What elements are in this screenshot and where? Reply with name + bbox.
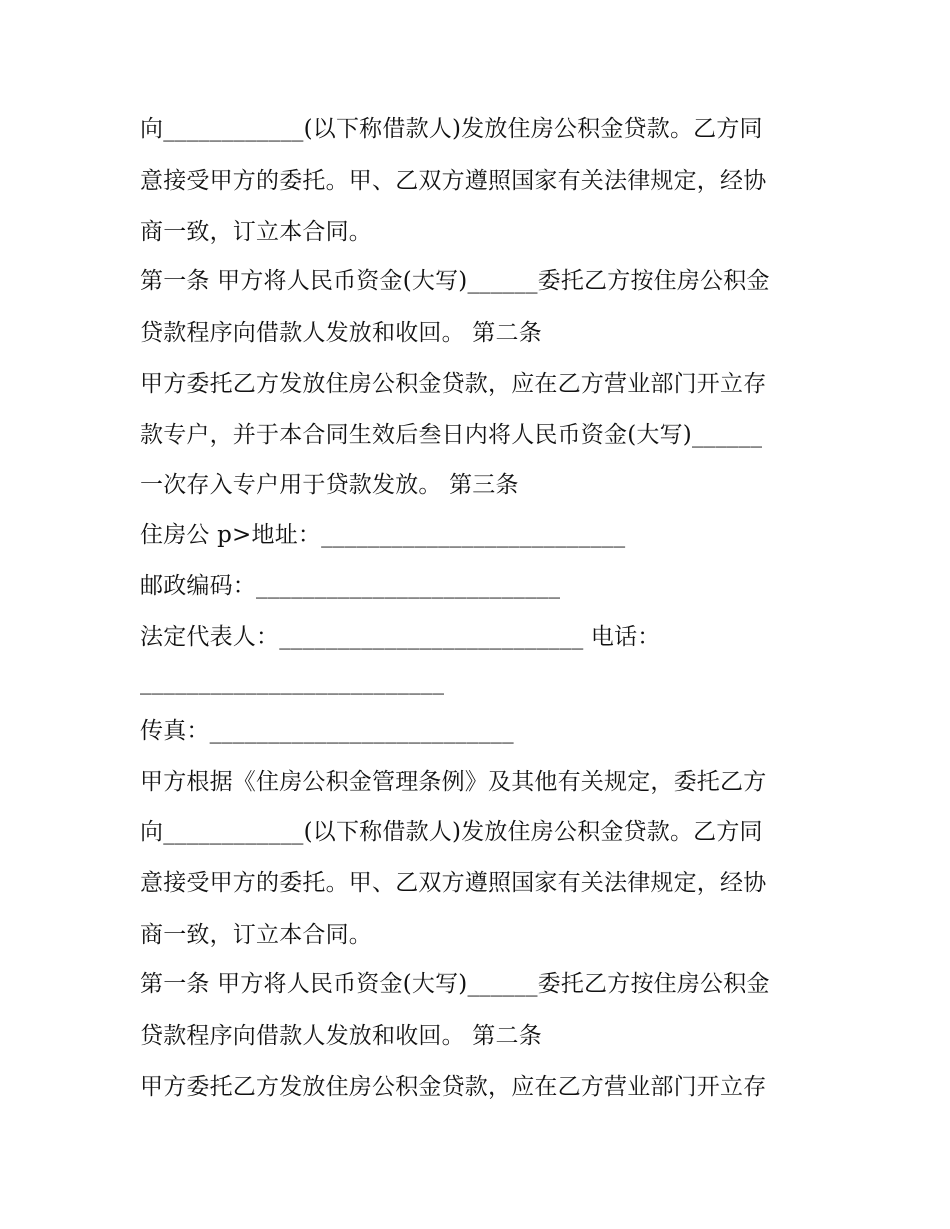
text-line: 商一致，订立本合同。 <box>140 219 372 245</box>
text-line: 贷款程序向借款人发放和收回。 第二条 <box>140 1023 542 1049</box>
text-line: 甲方委托乙方发放住房公积金贷款，应在乙方营业部门开立存 <box>140 1074 767 1100</box>
text-line: 甲方根据《住房公积金管理条例》及其他有关规定，委托乙方 <box>140 769 767 795</box>
text-line: 贷款程序向借款人发放和收回。 第二条 <box>140 320 542 346</box>
text-line: 甲方委托乙方发放住房公积金贷款，应在乙方营业部门开立存 <box>140 371 767 397</box>
text-line: 向____________(以下称借款人)发放住房公积金贷款。乙方同 <box>140 116 763 142</box>
text-line: __________________________ <box>140 669 445 695</box>
text-line: 邮政编码：__________________________ <box>140 573 561 599</box>
text-line: 意接受甲方的委托。甲、乙双方遵照国家有关法律规定，经协 <box>140 168 767 194</box>
text-line: 款专户，并于本合同生效后叁日内将人民币资金(大写)______ <box>140 422 763 448</box>
text-line: 一次存入专户用于贷款发放。 第三条 <box>140 472 519 498</box>
text-line: 第一条 甲方将人民币资金(大写)______委托乙方按住房公积金 <box>140 268 770 294</box>
text-line: 第一条 甲方将人民币资金(大写)______委托乙方按住房公积金 <box>140 971 770 997</box>
text-line: 住房公 p>地址：__________________________ <box>140 522 626 548</box>
text-line: 法定代表人：__________________________ 电话： <box>140 624 661 650</box>
text-line: 商一致，订立本合同。 <box>140 922 372 948</box>
text-line: 意接受甲方的委托。甲、乙双方遵照国家有关法律规定，经协 <box>140 870 767 896</box>
text-line: 向____________(以下称借款人)发放住房公积金贷款。乙方同 <box>140 819 763 845</box>
text-line: 传真：__________________________ <box>140 718 514 744</box>
